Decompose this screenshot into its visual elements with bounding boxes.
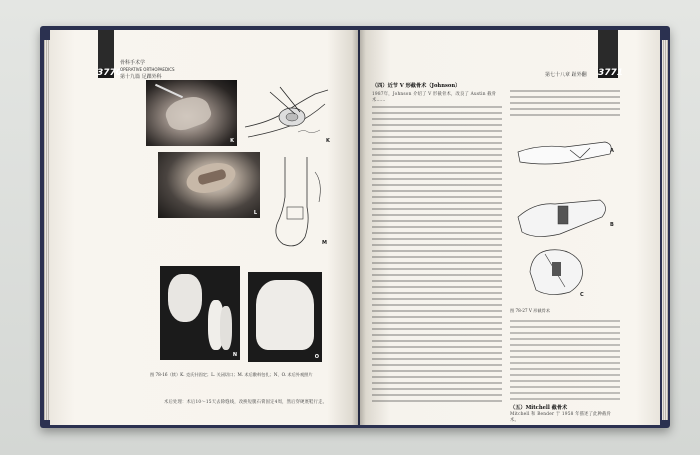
figure-label-k: K bbox=[230, 138, 234, 144]
figure-label-o: O bbox=[314, 354, 319, 360]
left-section-header: 第十九篇 足踝外科 bbox=[120, 74, 162, 80]
right-body-text-column2 bbox=[510, 320, 620, 400]
drawing-label-k: K bbox=[326, 138, 330, 144]
left-figure-caption: 图 78-16（续）K. 克氏针固定；L. 关闭切口；M. 术后敷料包扎；N、O. 术后外观照片 bbox=[150, 372, 313, 377]
right-footer-text: Mitchell 和 Bender 于 1958 年描述了此种截骨术。 bbox=[510, 412, 612, 424]
left-page-tab bbox=[98, 30, 114, 68]
left-body-text: 术后处理：术后10～15天去除缝线，改换短腿石膏固定4周，然后穿硬底鞋行走。 bbox=[164, 400, 328, 405]
right-figure-caption: 图 78-27 V 形截骨术 bbox=[510, 308, 551, 313]
right-body-text-column1 bbox=[372, 106, 502, 406]
right-section-title: （四）近节 V 形截骨术（Johnson） bbox=[372, 83, 461, 89]
surgery-drawing-k bbox=[240, 82, 335, 146]
left-header-title: 骨科手术学 bbox=[120, 60, 146, 66]
left-page-number: 3770 bbox=[97, 68, 123, 78]
postop-photo-n bbox=[160, 266, 240, 360]
surgery-photo-l bbox=[158, 152, 260, 218]
right-chapter-header: 第七十八章 趾外翻 bbox=[545, 72, 587, 78]
figure-label-n: N bbox=[232, 352, 237, 358]
figure-label-b: B bbox=[610, 222, 614, 228]
left-header-subtitle: OPERATIVE ORTHOPAEDICS bbox=[120, 67, 175, 72]
left-page bbox=[50, 30, 358, 425]
right-subsection-title: （五）Mitchell 截骨术 bbox=[510, 405, 568, 411]
right-page-edges bbox=[662, 40, 668, 420]
right-page bbox=[360, 30, 660, 425]
right-body-intro: 1987年，Johnson 介绍了 V 形截骨术，改良了 Austin 截骨术…… bbox=[372, 92, 497, 104]
right-page-number: 3771 bbox=[598, 68, 624, 78]
right-page-number-box bbox=[598, 68, 624, 78]
right-body-text-column2-top bbox=[510, 90, 620, 120]
figure-label-a: A bbox=[610, 148, 614, 154]
book-spine-shadow bbox=[352, 30, 366, 425]
osteotomy-diagram bbox=[510, 122, 620, 302]
figure-label-m: M bbox=[322, 240, 327, 246]
surgery-photo-k bbox=[146, 80, 237, 146]
page-number-box bbox=[97, 68, 123, 78]
postop-photo-o bbox=[248, 272, 322, 362]
figure-label-l: L bbox=[253, 210, 257, 216]
right-page-tab bbox=[598, 30, 618, 68]
figure-label-c: C bbox=[580, 292, 584, 298]
